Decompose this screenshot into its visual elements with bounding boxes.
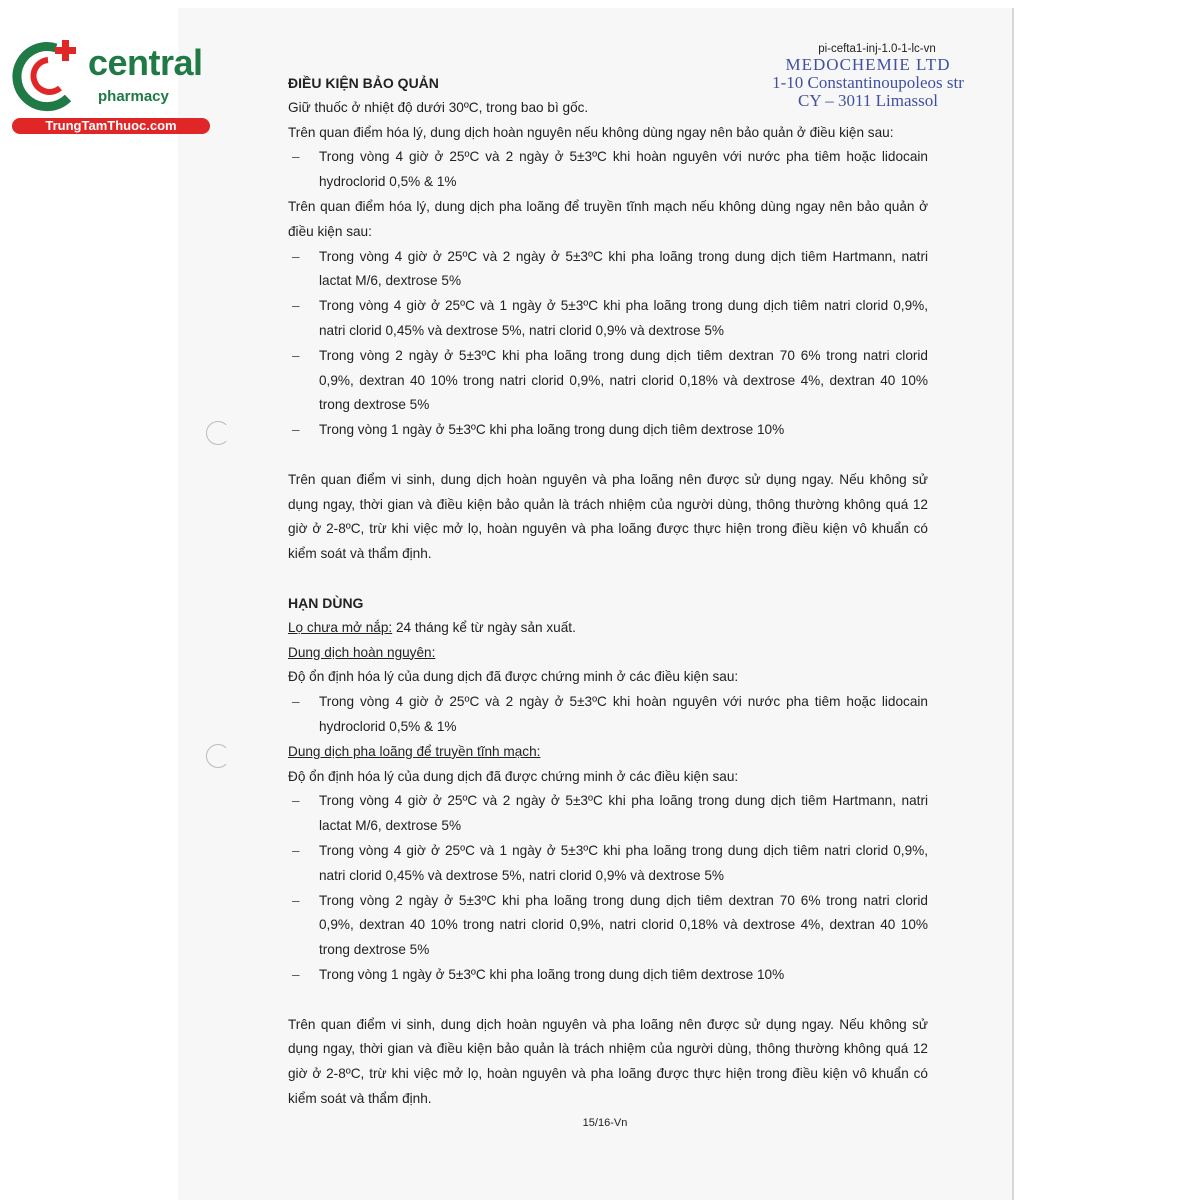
list-item: – Trong vòng 2 ngày ở 5±3ºC khi pha loãng trong dung dịch tiêm dextran 70 6% trong natri clorid 0,9%, dextran 40 10% trong natri clorid 0,9%, natri clorid 0,18% và dextrose 4%, dextran 40 10% trong dextrose 5%	[292, 892, 928, 958]
paragraph: Giữ thuốc ở nhiệt độ dưới 30ºC, trong bao bì gốc.	[288, 99, 589, 115]
paragraph: Trên quan điểm hóa lý, dung dịch hoàn nguyên nếu không dùng ngay nên bảo quản ở điều kiện sau:	[288, 124, 894, 140]
list-item: – Trong vòng 4 giờ ở 25ºC và 2 ngày ở 5±3ºC khi pha loãng trong dung dịch tiêm Hartmann, natri lactat M/6, dextrose 5%	[292, 248, 928, 289]
paragraph: Lọ chưa mở nắp: 24 tháng kể từ ngày sản xuất.	[288, 619, 576, 635]
list-item: – Trong vòng 4 giờ ở 25ºC và 1 ngày ở 5±3ºC khi pha loãng trong dung dịch tiêm natri clorid 0,9%, natri clorid 0,45% và dextrose 5%, natri clorid 0,9% và dextrose 5%	[292, 298, 928, 338]
list-item: – Trong vòng 4 giờ ở 25ºC và 2 ngày ở 5±3ºC khi hoàn nguyên với nước pha tiêm hoặc lidocain hydroclorid 0,5% & 1%	[292, 694, 928, 734]
stamp-line: 1-10 Constantinoupoleos str	[772, 73, 964, 92]
subheading: Dung dịch hoàn nguyên:	[288, 644, 436, 660]
stamp-line: CY – 3011 Limassol	[798, 91, 938, 110]
paragraph: Độ ổn định hóa lý của dung dịch đã được chứng minh ở các điều kiện sau:	[288, 768, 739, 784]
list-item: – Trong vòng 2 ngày ở 5±3ºC khi pha loãng trong dung dịch tiêm dextran 70 6% trong natri clorid 0,9%, dextran 40 10% trong natri clorid 0,9%, natri clorid 0,18% và dextrose 4%, dextran 40 10% trong dextrose 5%	[292, 347, 928, 413]
storage-section	[288, 71, 928, 567]
list-item: – Trong vòng 4 giờ ở 25ºC và 1 ngày ở 5±3ºC khi pha loãng trong dung dịch tiêm natri clorid 0,9%, natri clorid 0,45% và dextrose 5%, natri clorid 0,9% và dextrose 5%	[292, 842, 928, 883]
paragraph: Trên quan điểm vi sinh, dung dịch hoàn nguyên và pha loãng nên được sử dụng ngay. Nếu không sử dụng ngay, thời gian và điều kiện bảo quản là trách nhiệm của người dùng, thông thường không quá 12 giờ ở 2-8ºC, trừ khi việc mở lọ, hoàn nguyên và pha loãng được thực hiện trong điều kiện vô khuẩn có kiểm soát và thẩm định.	[288, 471, 928, 562]
page-number: 15/16-Vn	[582, 1117, 628, 1129]
paragraph: Trên quan điểm hóa lý, dung dịch pha loãng để truyền tĩnh mạch nếu không dùng ngay nên bảo quản ở điều kiện sau:	[288, 198, 928, 239]
shelf-life-section	[288, 591, 928, 1112]
section-heading: ĐIỀU KIỆN BẢO QUẢN	[288, 75, 439, 91]
central-pharmacy-logo	[10, 38, 215, 138]
list-item: – Trong vòng 1 ngày ở 5±3ºC khi pha loãng trong dung dịch tiêm dextrose 10%	[292, 422, 785, 438]
list-item: – Trong vòng 4 giờ ở 25ºC và 2 ngày ở 5±3ºC khi hoàn nguyên với nước pha tiêm hoặc lidocain hydroclorid 0,5% & 1%	[292, 149, 928, 190]
subheading: Dung dịch pha loãng để truyền tĩnh mạch:	[288, 743, 541, 759]
list-item: – Trong vòng 1 ngày ở 5±3ºC khi pha loãng trong dung dịch tiêm dextrose 10%	[292, 966, 785, 982]
section-heading: HẠN DÙNG	[288, 595, 364, 611]
punch-hole	[206, 744, 230, 768]
paragraph: Độ ổn định hóa lý của dung dịch đã được chứng minh ở các điều kiện sau:	[288, 669, 739, 685]
stamp-line: MEDOCHEMIE LTD	[785, 55, 951, 74]
pharmacy-cross-icon	[10, 38, 86, 114]
document-ref: pi-cefta1-inj-1.0-1-lc-vn	[818, 43, 936, 55]
logo-brand: central	[88, 42, 203, 83]
punch-hole	[206, 421, 230, 445]
paragraph: Trên quan điểm vi sinh, dung dịch hoàn nguyên và pha loãng nên được sử dụng ngay. Nếu không sử dụng ngay, thời gian và điều kiện bảo quản là trách nhiệm của người dùng, thông thường không quá 12 giờ ở 2-8ºC, trừ khi việc mở lọ, hoàn nguyên và pha loãng được thực hiện trong điều kiện vô khuẩn có kiểm soát và thẩm định.	[288, 1016, 928, 1106]
list-item: – Trong vòng 4 giờ ở 25ºC và 2 ngày ở 5±3ºC khi pha loãng trong dung dịch tiêm Hartmann, natri lactat M/6, dextrose 5%	[292, 793, 928, 834]
logo-sub: pharmacy	[98, 88, 169, 105]
logo-url: TrungTamThuoc.com	[12, 118, 210, 134]
